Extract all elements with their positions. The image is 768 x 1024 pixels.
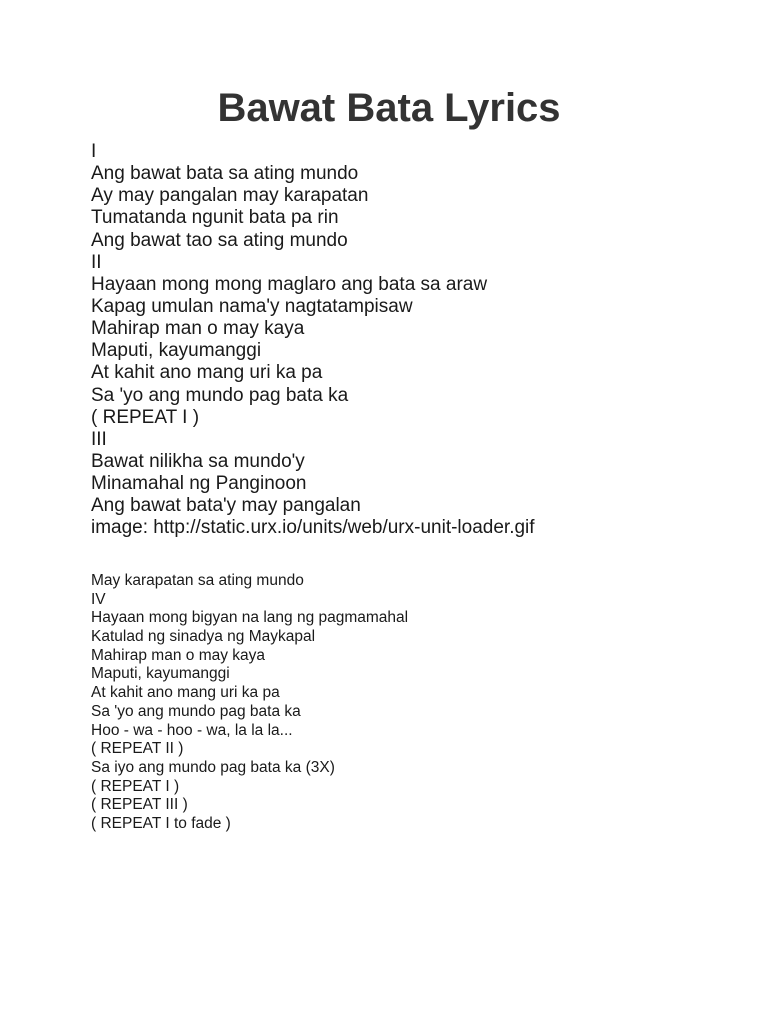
lyric-line: III: [91, 428, 107, 450]
lyric-line: Katulad ng sinadya ng Maykapal: [91, 628, 316, 646]
lyrics-block-part1: [91, 141, 535, 540]
lyrics-block-part2: [91, 572, 408, 834]
lyric-line: ( REPEAT I ): [91, 406, 200, 428]
lyric-line: Mahirap man o may kaya: [91, 318, 305, 340]
lyric-line: Bawat nilikha sa mundo'y: [91, 450, 305, 472]
lyric-line: Maputi, kayumanggi: [91, 340, 262, 362]
page-title: Bawat Bata Lyrics: [217, 86, 561, 130]
lyric-line: Minamahal ng Panginoon: [91, 473, 307, 495]
lyric-line: Sa 'yo ang mundo pag bata ka: [91, 384, 349, 406]
lyric-line: Ang bawat bata sa ating mundo: [91, 163, 359, 185]
lyric-line: Hoo - wa - hoo - wa, la la la...: [91, 721, 293, 739]
lyric-line: Mahirap man o may kaya: [91, 646, 266, 664]
lyric-line: ( REPEAT III ): [91, 796, 188, 814]
lyric-line: Hayaan mong bigyan na lang ng pagmamahal: [91, 609, 409, 627]
lyric-line: May karapatan sa ating mundo: [91, 572, 304, 589]
lyric-line: Ay may pangalan may karapatan: [91, 185, 369, 207]
lyric-line: At kahit ano mang uri ka pa: [91, 684, 280, 702]
lyric-line: image: http://static.urx.io/units/web/urx-unit-loader.gif: [91, 517, 535, 539]
lyric-line: IV: [91, 590, 106, 608]
lyric-line: Hayaan mong mong maglaro ang bata sa araw: [91, 273, 488, 295]
lyric-line: Sa iyo ang mundo pag bata ka (3X): [91, 758, 335, 776]
lyric-line: ( REPEAT I to fade ): [91, 814, 231, 832]
lyric-line: Ang bawat bata'y may pangalan: [91, 495, 361, 517]
lyric-line: Sa 'yo ang mundo pag bata ka: [91, 702, 301, 720]
lyric-line: Kapag umulan nama'y nagtatampisaw: [91, 295, 413, 317]
lyric-line: Maputi, kayumanggi: [91, 665, 230, 683]
lyric-line: I: [91, 141, 97, 162]
lyric-line: II: [91, 251, 102, 273]
lyric-line: ( REPEAT I ): [91, 777, 180, 795]
lyric-line: Ang bawat tao sa ating mundo: [91, 229, 348, 251]
lyric-line: At kahit ano mang uri ka pa: [91, 362, 323, 384]
lyric-line: Tumatanda ngunit bata pa rin: [91, 207, 339, 229]
lyric-line: ( REPEAT II ): [91, 740, 184, 758]
